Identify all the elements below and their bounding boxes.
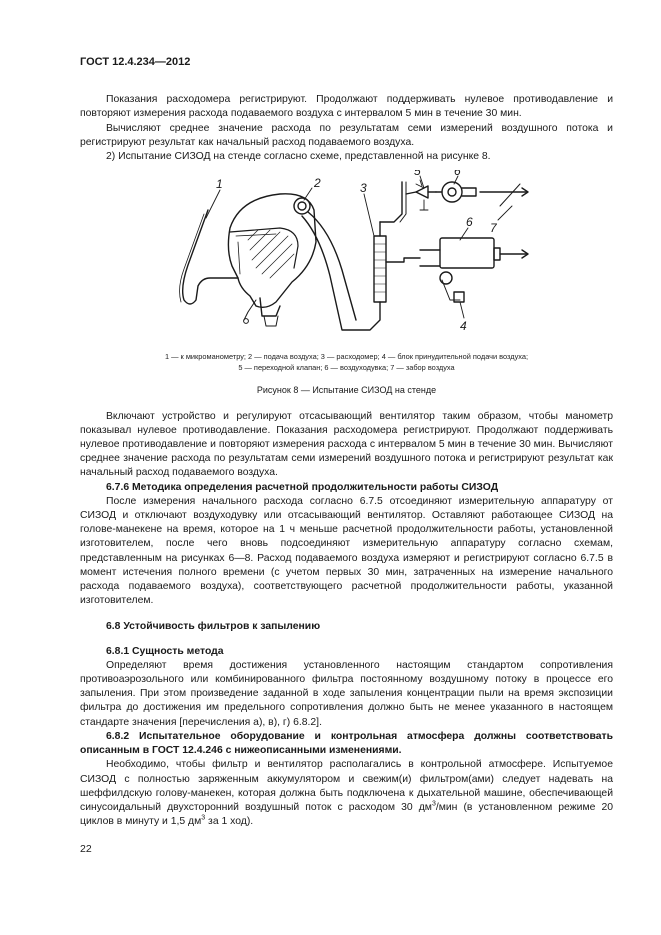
text-run: за 1 ход). bbox=[205, 816, 254, 828]
manikin-head bbox=[228, 194, 316, 308]
paragraph: 2) Испытание СИЗОД на стенде согласно схеме, представленной на рисунке 8. bbox=[106, 151, 491, 163]
paragraph: После измерения начального расхода согласно 6.7.5 отсоединяют измерительную аппаратуру от СИЗОД и отключают воздуходувку или отсасывающий вентилятор. Оставляют работающее СИЗОД на голове-манекене на время, которое на 1 ч меньше расчетной продолжительности работы, установленной изготовителем, после чего вновь подсоединяют измерительную аппаратуру согласно схемам, представленным на рисунках 6—8. Расход подаваемого воздуха измеряют и регистрируют согласно 6.7.5 в момент истечения полного времени (с учетом первых 30 мин, затраченных на измерение начального расхода подаваемого воздуха), соответствующего расчетной продолжительности работы, указанной изготовителем. bbox=[80, 495, 613, 607]
callout-6-bottom: 6 bbox=[466, 215, 473, 230]
paragraph: Определяют время достижения установленного настоящим стандартом сопротивления противоаэрозольного или комбинированного фильтра постоянному воздушному потоку в процессе его запыления. При этом произведение заданной в ходе запыления концентрации пыли на время экспозиции фильтра до достижения им предельного сопротивления должно быть не менее указанного в настоящем стандарте значения [перечисления а), в), г) 6.8.2]. bbox=[80, 659, 613, 728]
callout-3: 3 bbox=[360, 181, 367, 196]
callout-5: 5 bbox=[414, 170, 421, 179]
section-heading-676: 6.7.6 Методика определения расчетной продолжительности работы СИЗОД bbox=[106, 481, 499, 493]
callout-4: 4 bbox=[460, 319, 467, 334]
paragraph: Вычисляют среднее значение расхода по результатам семи измерений воздушного потока и регистрируют результат как начальный расход подаваемого воздуха. bbox=[80, 122, 613, 148]
paragraph: Показания расходомера регистрируют. Продолжают поддерживать нулевое противодавление и повторяют измерения расхода подаваемого воздуха с интервалом 5 мин в течение 30 мин. bbox=[80, 94, 613, 120]
text-run: Необходимо, чтобы фильтр и вентилятор располагались в контрольной атмосфере. Испытуемое СИЗОД с полностью заряженным аккумулятором и свежим(и) фильтром(ами) следует надевать на шеффилдскую голову-манекен, которая должна быть подключена к дыхательной машине, обеспечивающей синусоидальный двухсторонний воздушный поток с расходом 30 дм bbox=[80, 759, 613, 813]
text-run: /мин (в установленном режиме 20 циклов в минуту и 1,5 дм bbox=[80, 801, 613, 828]
figure-legend-line: 1 — к микроманометру; 2 — подача воздуха; 3 — расходомер; 4 — блок принудительной подачи воздуха; bbox=[164, 352, 529, 362]
callout-2: 2 bbox=[314, 176, 321, 191]
figure-caption: Рисунок 8 — Испытание СИЗОД на стенде bbox=[256, 385, 437, 396]
callout-7: 7 bbox=[490, 221, 497, 236]
paragraph bbox=[80, 758, 613, 829]
document-header: ГОСТ 12.4.234—2012 bbox=[80, 56, 191, 68]
page-number: 22 bbox=[80, 843, 92, 855]
figure-8-diagram bbox=[80, 170, 613, 342]
superscript: 3 bbox=[201, 814, 206, 822]
section-heading-68: 6.8 Устойчивость фильтров к запылению bbox=[106, 621, 321, 633]
callout-6-top: 6 bbox=[454, 170, 461, 179]
paragraph: Включают устройство и регулируют отсасывающий вентилятор таким образом, чтобы манометр показывал нулевое противодавление. Показания расходомера регистрируют. Продолжают поддерживать нулевое противодавление и повторяют измерения расхода с интервалом 5 мин в течение 30 мин. Вычисляют среднее значение расхода по результатам семи измерений воздушного потока и регистрируют результат как начальный расход подаваемого воздуха. bbox=[80, 410, 613, 479]
figure-legend bbox=[80, 351, 613, 373]
figure-legend-line: 5 — переходной клапан; 6 — воздуходувка; 7 — забор воздуха bbox=[238, 363, 455, 373]
section-heading-682: 6.8.2 Испытательное оборудование и контрольная атмосфера должны соответствовать описанным в ГОСТ 12.4.246 с нижеописанными изменениями. bbox=[80, 730, 613, 757]
section-heading-681: 6.8.1 Сущность метода bbox=[106, 645, 224, 657]
callout-1: 1 bbox=[216, 177, 223, 192]
superscript: 3 bbox=[431, 800, 436, 808]
